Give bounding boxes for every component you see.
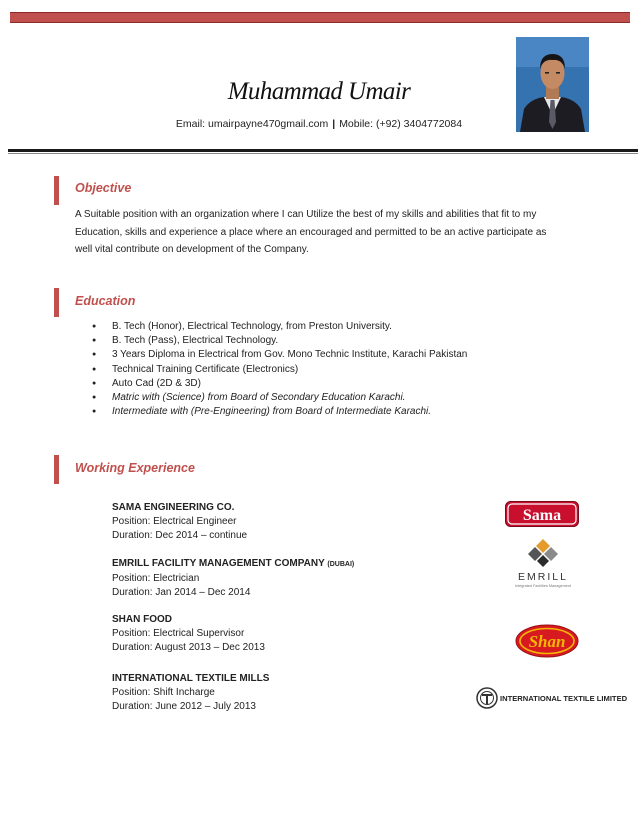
job-duration: Duration: June 2012 – July 2013 — [112, 701, 256, 712]
sama-logo — [505, 501, 579, 532]
objective-marker — [54, 176, 59, 205]
job-duration: Duration: August 2013 – Dec 2013 — [112, 642, 265, 653]
list-item: ● Auto Cad (2D & 3D) — [92, 377, 467, 391]
emrill-logo — [511, 537, 575, 594]
education-marker — [54, 288, 59, 317]
education-list — [92, 320, 467, 419]
emrill-logo-text: EMRILL — [518, 571, 568, 583]
profile-photo — [516, 37, 589, 132]
header-divider-thin — [8, 153, 638, 154]
job-entry — [112, 613, 265, 655]
company-note: (DUBAI) — [327, 561, 355, 568]
objective-heading: Objective — [75, 181, 132, 195]
candidate-name: Muhammad Umair — [227, 78, 411, 105]
contact-separator: | — [332, 118, 336, 130]
email-text: Email: umairpayne470gmail.com — [175, 118, 329, 130]
company-name: SHAN FOOD — [112, 614, 172, 625]
itl-logo-text: INTERNATIONAL TEXTILE LIMITED — [500, 694, 628, 703]
company-name: EMRILL FACILITY MANAGEMENT COMPANY (DUBAI) — [112, 558, 355, 569]
job-duration: Duration: Jan 2014 – Dec 2014 — [112, 587, 251, 598]
mobile-text: Mobile: (+92) 3404772084 — [339, 118, 463, 130]
sama-logo-text: Sama — [522, 507, 562, 524]
company-name: INTERNATIONAL TEXTILE MILLS — [112, 673, 270, 684]
experience-marker — [54, 455, 59, 484]
experience-heading: Working Experience — [75, 461, 195, 475]
job-position: Position: Electrician — [112, 573, 200, 584]
list-item: ● B. Tech (Honor), Electrical Technology, from Preston University. — [92, 320, 467, 334]
list-item: ● Matric with (Science) from Board of Secondary Education Karachi. — [92, 391, 467, 405]
job-position: Position: Electrical Engineer — [112, 516, 237, 527]
list-item: ● 3 Years Diploma in Electrical from Gov. Mono Technic Institute, Karachi Pakistan — [92, 348, 467, 362]
job-entry — [112, 501, 247, 543]
itl-logo — [476, 687, 628, 716]
list-item: ● Technical Training Certificate (Electronics) — [92, 363, 467, 377]
job-entry — [112, 557, 354, 600]
job-duration: Duration: Dec 2014 – continue — [112, 530, 248, 541]
emrill-tagline: Integrated Facilities Management — [514, 584, 572, 588]
shan-logo-text: Shan — [528, 632, 566, 651]
job-position: Position: Shift Incharge — [112, 687, 215, 698]
header-accent-bar — [10, 12, 630, 23]
job-position: Position: Electrical Supervisor — [112, 628, 245, 639]
company-name: SAMA ENGINEERING CO. — [112, 502, 235, 513]
list-item: ● Intermediate with (Pre-Engineering) from Board of Intermediate Karachi. — [92, 405, 467, 419]
header-divider — [8, 149, 638, 152]
shan-logo — [515, 624, 579, 663]
list-item: ● B. Tech (Pass), Electrical Technology. — [92, 334, 467, 348]
objective-text: A Suitable position with an organization where I can Utilize the best of my skills and abilities that fit to my Education, skills and experience a place where an encouraged and permitted to be an active participate as well vital contribute on development of the Company. — [75, 209, 547, 255]
education-heading: Education — [75, 294, 136, 308]
job-entry — [112, 672, 269, 714]
